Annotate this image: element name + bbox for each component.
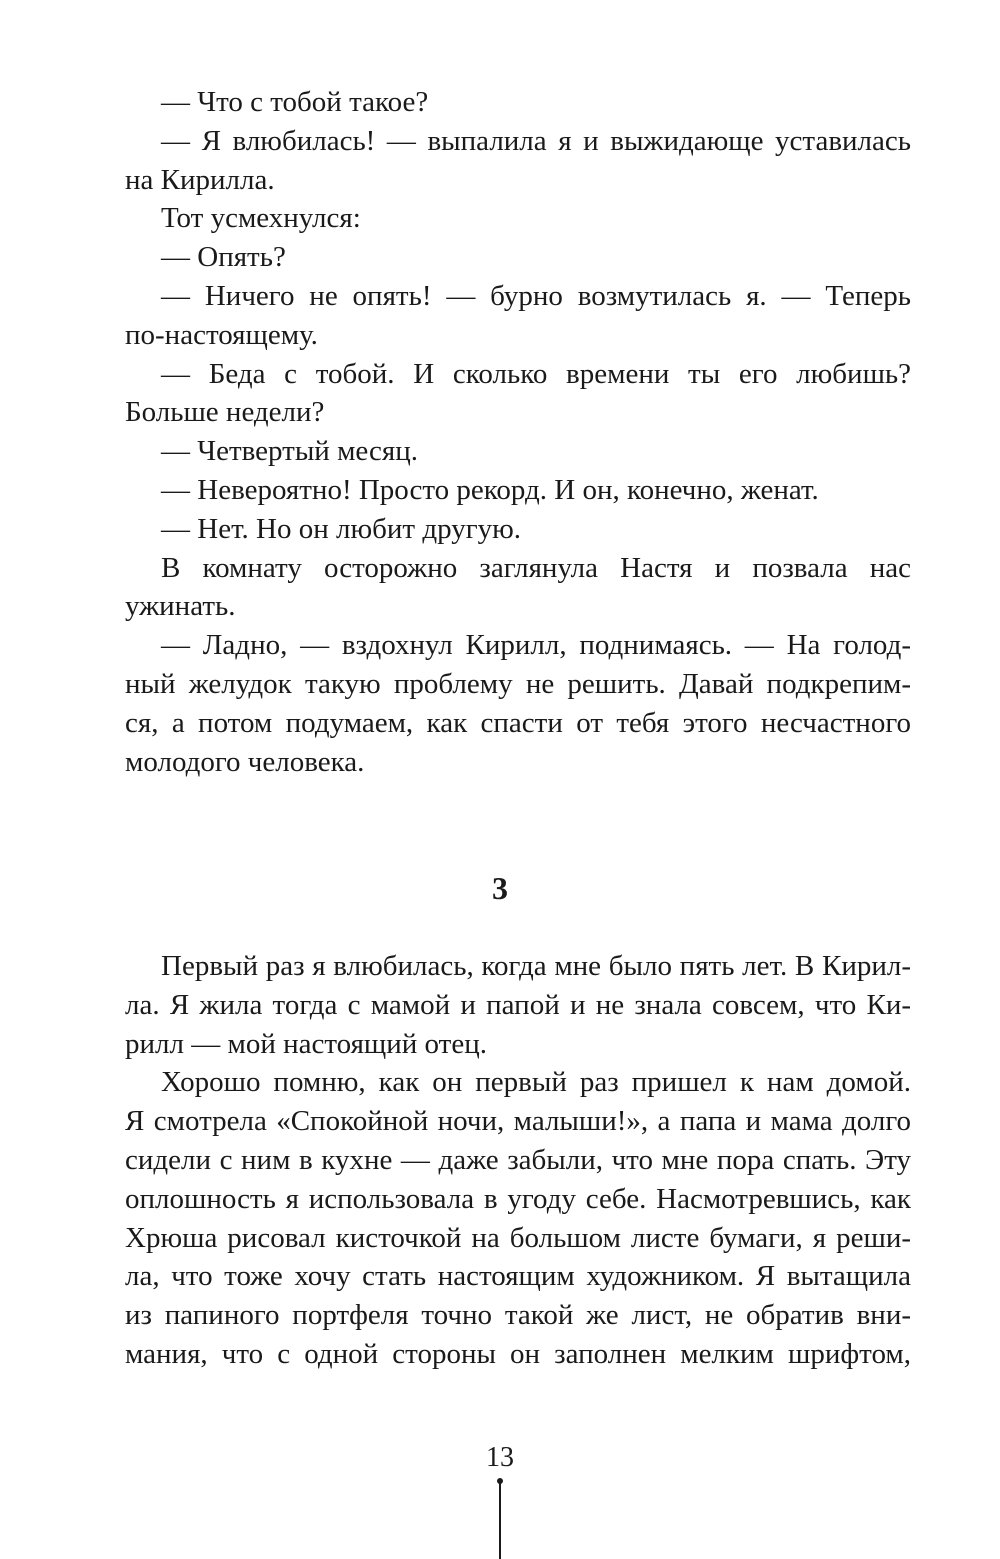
text-line: В комнату осторожно заглянула Настя и позвала нас	[161, 551, 911, 584]
paragraph	[89, 510, 911, 549]
text-line: ся, а потом подумаем, как спасти от тебя этого несчастного	[125, 706, 911, 739]
text-line: Тот усмехнулся:	[161, 202, 361, 235]
paragraph	[89, 355, 911, 433]
text-line: Я смотрела «Спокойной ночи, малыши!», а папа и мама долго	[125, 1105, 911, 1138]
paragraph	[89, 471, 911, 510]
text-line: — Ладно, — вздохнул Кирилл, поднимаясь. — На голод-	[161, 629, 911, 662]
dialogue-section	[89, 83, 911, 781]
text-line: сидели с ним в кухне — даже забыли, что мне пора спать. Эту	[125, 1143, 911, 1176]
text-line: — Я влюбилась! — выпалила я и выжидающе уставилась	[161, 124, 911, 157]
paragraph	[89, 83, 911, 122]
text-line: — Опять?	[161, 241, 286, 274]
paragraph	[89, 1063, 911, 1373]
text-line: Первый раз я влюбилась, когда мне было пять лет. В Кирил-	[161, 950, 911, 982]
text-line: рилл — мой настоящий отец.	[125, 1027, 487, 1060]
text-line: — Четвертый месяц.	[161, 435, 419, 468]
paragraph	[89, 238, 911, 277]
text-line: Хрюша рисовал кисточкой на большом листе бумаги, я реши-	[125, 1221, 911, 1254]
text-line: — Нет. Но он любит другую.	[161, 512, 522, 545]
chapter-number: 3	[492, 870, 508, 906]
text-line: ла. Я жила тогда с мамой и папой и не знала совсем, что Ки-	[125, 988, 911, 1021]
narrative-section	[89, 947, 911, 1374]
paragraph	[89, 432, 911, 471]
paragraph	[89, 277, 911, 355]
text-line: ла, что тоже хочу стать настоящим художником. Я вытащила	[125, 1260, 911, 1293]
page-number: 13	[486, 1442, 514, 1473]
paragraph	[89, 947, 911, 1063]
text-line: оплошность я использовала в угоду себе. Насмотревшись, как	[125, 1182, 911, 1215]
paragraph	[89, 549, 911, 627]
text-line: ный желудок такую проблему не решить. Давай подкрепим-	[125, 667, 911, 700]
text-line: — Что с тобой такое?	[161, 86, 429, 118]
text-line: на Кирилла.	[125, 163, 275, 196]
text-line: по-настоящему.	[125, 318, 318, 351]
text-line: из папиного портфеля точно такой же лист, не обратив вни-	[125, 1299, 911, 1332]
paragraph	[89, 199, 911, 238]
paragraph	[89, 122, 911, 200]
text-line: — Ничего не опять! — бурно возмутилась я. — Теперь	[161, 279, 911, 312]
text-line: — Невероятно! Просто рекорд. И он, конечно, женат.	[161, 473, 819, 506]
text-line: мания, что с одной стороны он заполнен мелким шрифтом,	[125, 1337, 911, 1370]
paragraph	[89, 626, 911, 781]
page-rule	[499, 1482, 501, 1559]
text-line: — Беда с тобой. И сколько времени ты его любишь?	[161, 357, 911, 390]
text-line: ужинать.	[125, 590, 236, 623]
text-line: молодого человека.	[125, 745, 365, 778]
text-line: Хорошо помню, как он первый раз пришел к нам домой.	[161, 1066, 911, 1099]
text-line: Больше недели?	[125, 396, 325, 429]
